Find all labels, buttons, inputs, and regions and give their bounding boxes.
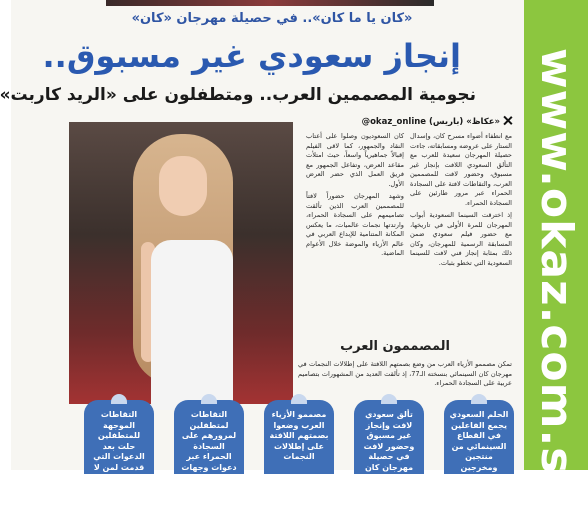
- brand-side-strip: [524, 0, 588, 506]
- top-photo-strip: [106, 0, 434, 6]
- dateline-text: «عكاظ» (باريس) okaz_online@: [361, 117, 500, 127]
- paragraph: وشهد المهرجان حضوراً لافتاً للمصممين العرب الذين تألقت تصاميمهم على السجادة الحمراء، وارتدتها نجمات عالميات، ما يعكس المكانة المتنامية للإبداع العربي في عالم الأزياء والموضة خلال الأعوام الماضية.: [306, 192, 404, 257]
- leaf-icon: [291, 394, 307, 404]
- article-subhead: نجومية المصممين العرب.. ومتطفلون على «الريد كاربت»: [0, 85, 476, 105]
- card-text: التقاطات لمتطفلين لمرورهم على السجادة الحمراء عبر دعوات وجهات: [181, 410, 237, 472]
- card-text: التقاطات الموجهة للمتطفلين حلت بعد الدعوات التي قدمت لمن لا علاقة لهم: [93, 410, 145, 482]
- card-text: مصممو الأزياء العرب وضعوا بصمتهم اللافتة على إطلالات النجمات: [269, 410, 329, 461]
- paragraph: مع انطفاء أضواء مسرح كان، وإسدال الستار على عروضه ومسابقاته، جاءت حصيلة المهرجان سعيدة للعرب مع التألق السعودي اللافت بإنجاز غير مسبوق، وحضور لافت للمصممين العرب، والتقاطات لافتة على السجادة الحمراء عبر مرور طارئين على السجادة الحمراء.: [410, 132, 512, 207]
- card-text: تألق سعودي لافت وإنجاز غير مسبوق وحضور لافت في حصيلة مهرجان كان: [363, 410, 415, 472]
- paragraph: إذ اخترقت السينما السعودية أبواب المهرجان للمرة الأولى في تاريخها، مع حضور فيلم سعودي ضمن المسابقة الرسمية للمهرجان، وكان ذلك بمثابة إنجاز فني لافت للسينما السعودية التي تخطو بثبات.: [410, 211, 512, 267]
- highlight-card: [174, 400, 244, 474]
- leaf-icon: [201, 394, 217, 404]
- section-title: المصممون العرب: [340, 339, 450, 354]
- brand-rotated: [524, 0, 588, 506]
- leaf-icon: [111, 394, 127, 404]
- card-text: الحلم السعودي يجمع الفاعلين في القطاع السينمائي من منتجين ومخرجين: [449, 410, 509, 472]
- highlight-card: [444, 400, 514, 474]
- article-kicker: «كان يا ما كان».. في حصيلة مهرجان «كان»: [131, 11, 413, 26]
- highlight-cards: [74, 400, 514, 482]
- site-url-watermark: www.okaz.com.sa: [531, 48, 582, 506]
- paragraph: كان السعوديون وصلوا على أعتاب النقاد والجمهور، كما لاقى الفيلم إقبالاً جماهيرياً واسعاً، حيث امتلأت مقاعد العرض، وتفاعل الجمهور مع فريق العمل الذي حضر العرض الأول.: [306, 132, 404, 188]
- dateline: [322, 114, 512, 130]
- article-photo: [69, 122, 293, 404]
- section-body: تمكن مصممو الأزياء العرب من وضع بصمتهم اللافتة على إطلالات النجمات في مهرجان كان السينمائي بنسخته الـ77، إذ تألقت العديد من المشهورات بتصاميم عربية على السجادة الحمراء.: [298, 360, 512, 387]
- leaf-icon: [471, 394, 487, 404]
- x-social-icon: [503, 116, 512, 125]
- photo-figure-face: [159, 156, 207, 216]
- highlight-card: [354, 400, 424, 474]
- article-headline: إنجاز سعودي غير مسبوق..: [42, 37, 461, 75]
- highlight-card: [84, 400, 154, 482]
- highlight-card: [264, 400, 334, 474]
- leaf-icon: [381, 394, 397, 404]
- photo-figure-dress: [151, 240, 233, 410]
